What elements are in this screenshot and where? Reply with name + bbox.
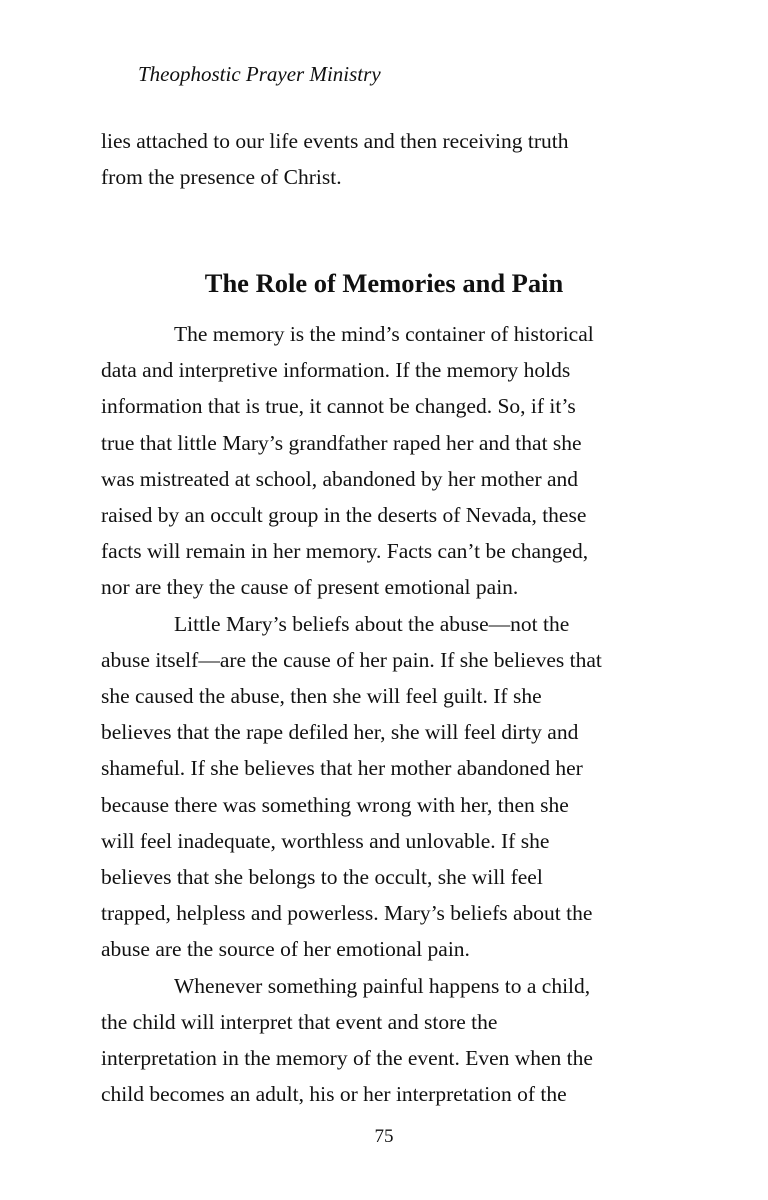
text-line: true that little Mary’s grandfather raped her and that she <box>101 430 582 455</box>
text-line: abuse are the source of her emotional pain. <box>101 937 470 962</box>
text-line: shameful. If she believes that her mother abandoned her <box>101 756 583 781</box>
text-line: interpretation in the memory of the event. Even when the <box>101 1046 593 1071</box>
paragraph-beliefs-cause-pain <box>101 606 681 968</box>
text-line: she caused the abuse, then she will feel guilt. If she <box>101 684 542 709</box>
text-line: was mistreated at school, abandoned by her mother and <box>101 466 579 491</box>
running-header: Theophostic Prayer Ministry <box>138 62 381 86</box>
text-line: The memory is the mind’s container of historical <box>174 322 594 346</box>
section-body <box>101 316 681 1112</box>
text-line: the child will interpret that event and store the <box>101 1009 498 1034</box>
section-heading: The Role of Memories and Pain <box>204 268 564 298</box>
text-line: nor are they the cause of present emotional pain. <box>101 575 519 600</box>
text-line: child becomes an adult, his or her interpretation of the <box>101 1082 567 1107</box>
paragraph-child-interpretation <box>101 968 681 1113</box>
page-number: 75 <box>374 1126 394 1147</box>
text-line: trapped, helpless and powerless. Mary’s beliefs about the <box>101 901 593 926</box>
paragraph-memory-container <box>101 316 681 606</box>
text-line: abuse itself—are the cause of her pain. If she believes that <box>101 647 602 672</box>
text-line: Whenever something painful happens to a child, <box>174 973 591 998</box>
text-line: believes that the rape defiled her, she will feel dirty and <box>101 720 579 745</box>
text-line: believes that she belongs to the occult, she will feel <box>101 865 543 890</box>
text-line: data and interpretive information. If the memory holds <box>101 358 571 383</box>
text-line: lies attached to our life events and then receiving truth <box>101 129 569 153</box>
text-line: facts will remain in her memory. Facts can’t be changed, <box>101 539 589 564</box>
text-line: Little Mary’s beliefs about the abuse—not the <box>174 611 570 636</box>
text-line: raised by an occult group in the deserts of Nevada, these <box>101 503 587 528</box>
text-line: will feel inadequate, worthless and unlovable. If she <box>101 828 550 853</box>
text-line: from the presence of Christ. <box>101 165 342 190</box>
intro-paragraph <box>101 123 681 195</box>
text-line: because there was something wrong with her, then she <box>101 792 569 817</box>
text-line: information that is true, it cannot be changed. So, if it’s <box>101 394 576 419</box>
